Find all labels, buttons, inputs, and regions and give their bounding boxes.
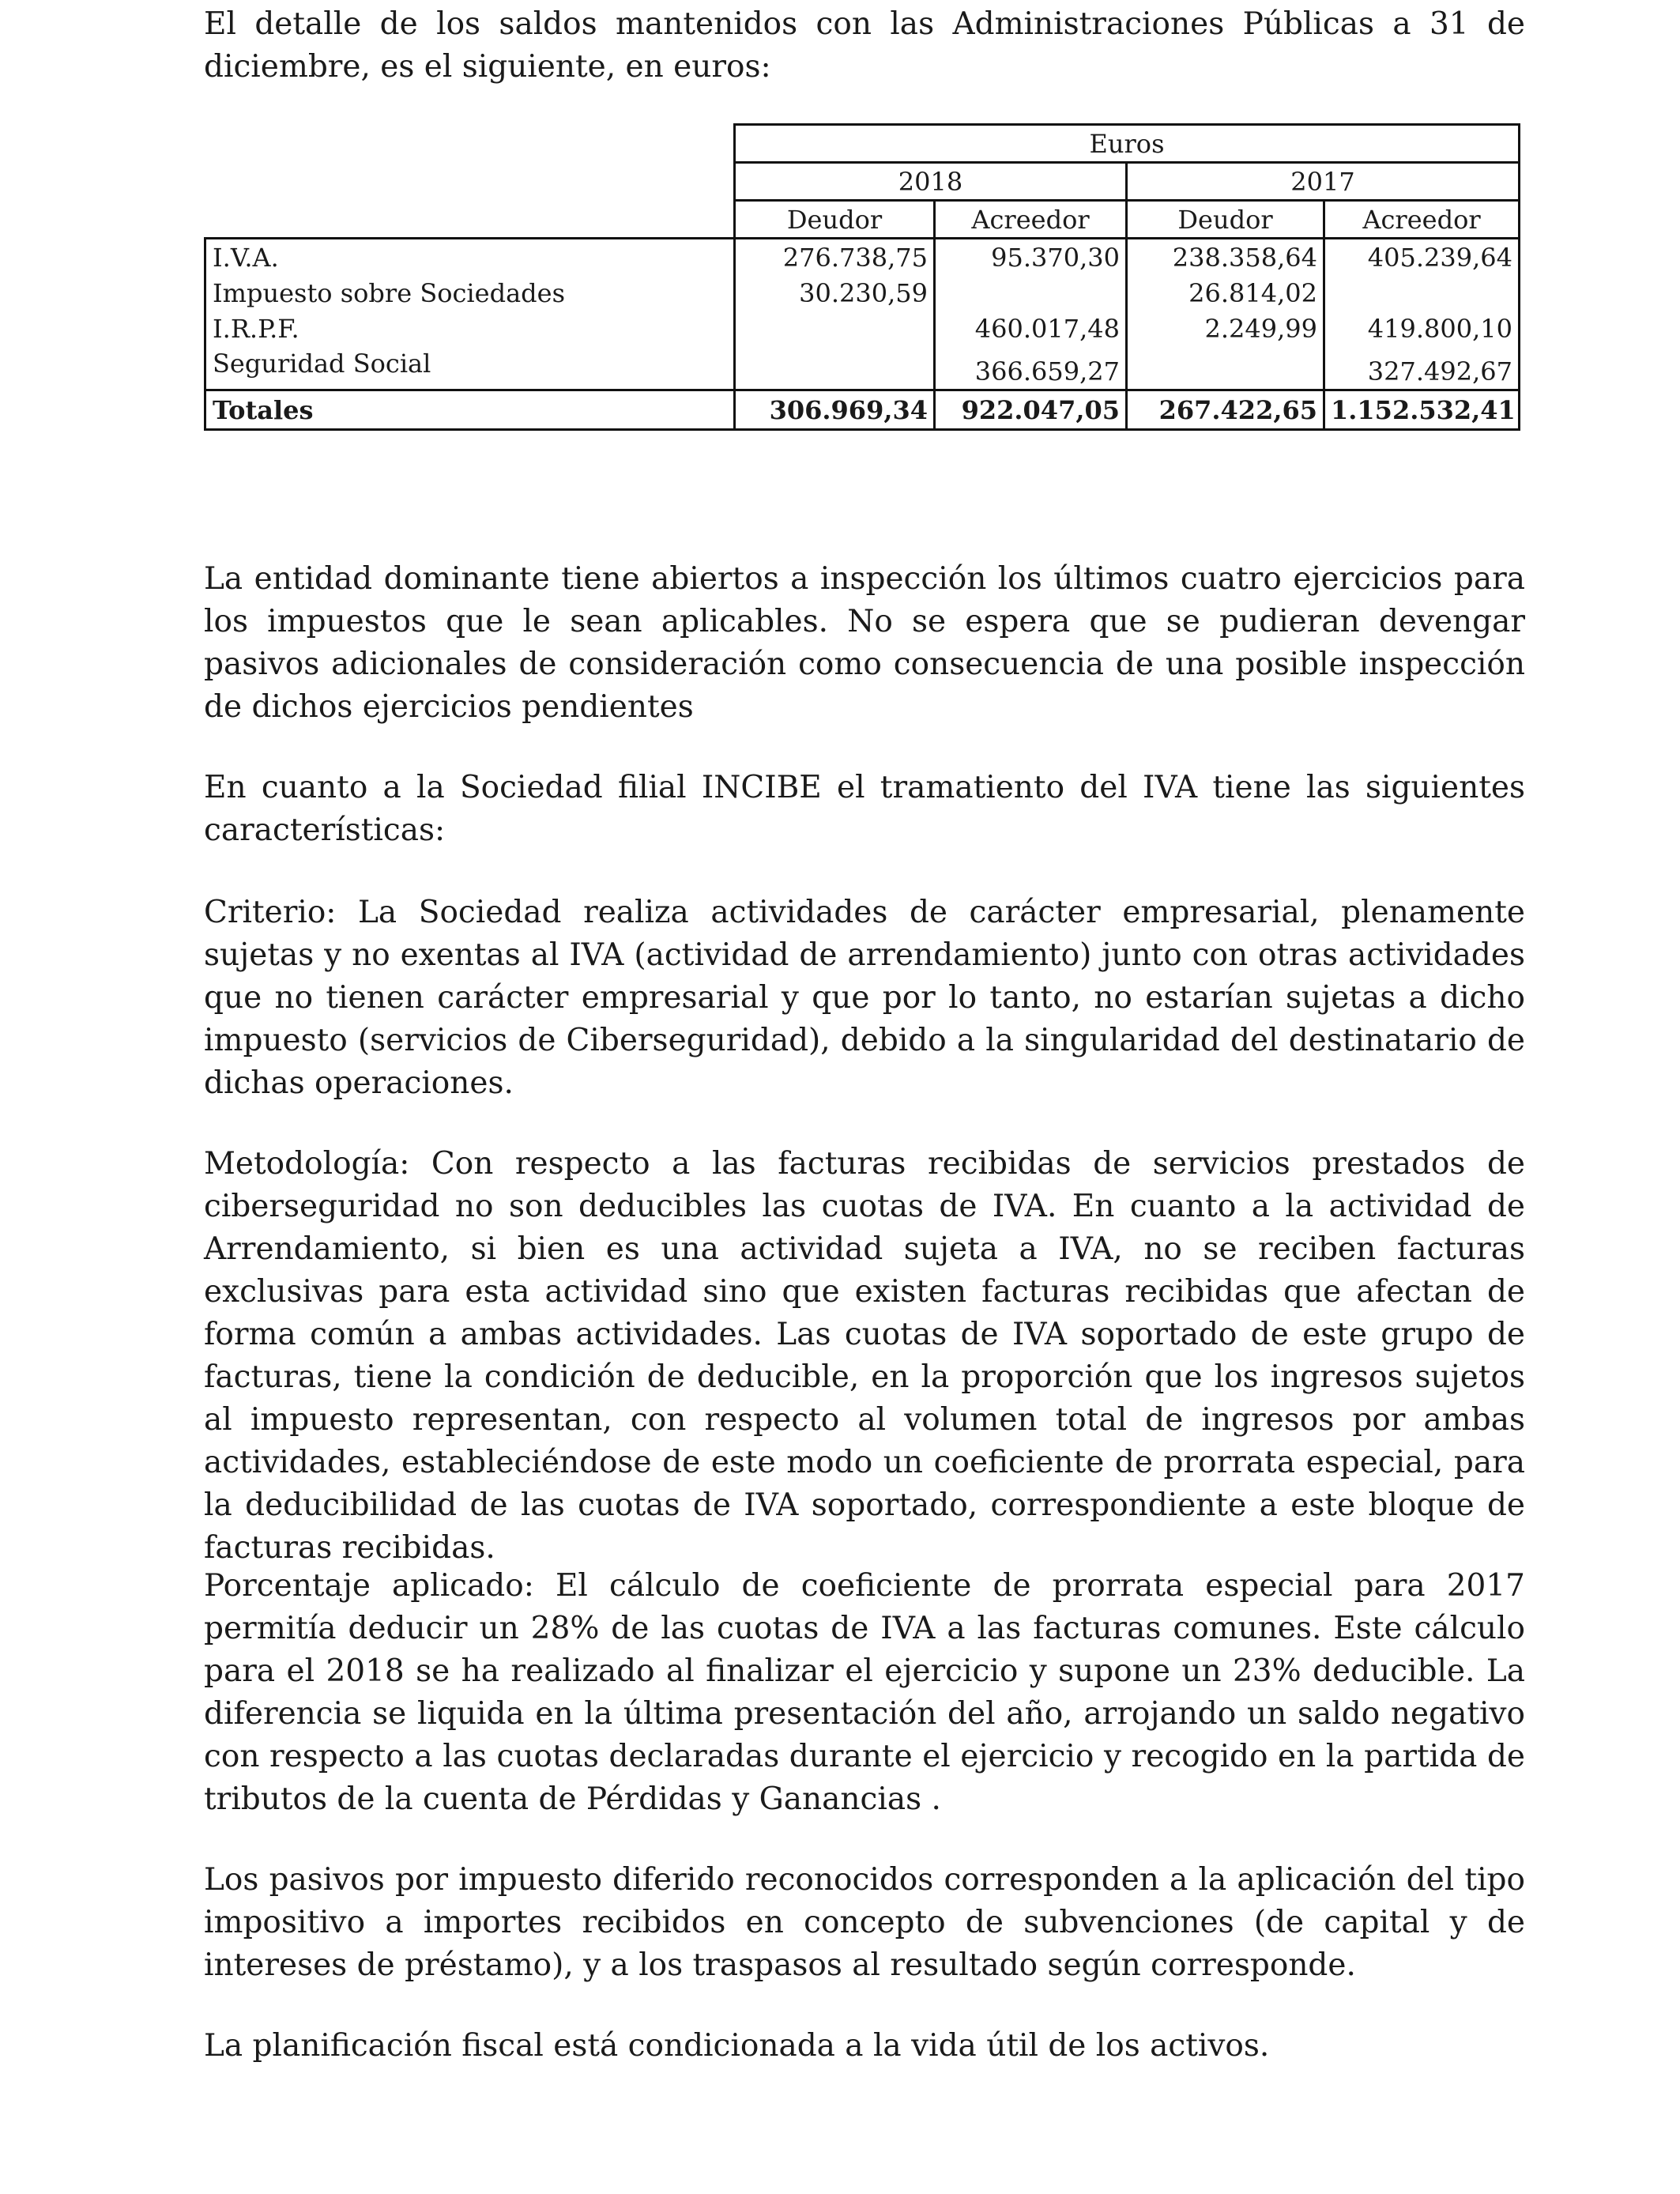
cell-value: 238.358,64 — [1127, 239, 1324, 276]
subheader-deudor-2017: Deudor — [1127, 201, 1324, 239]
row-label: I.V.A. — [205, 239, 735, 276]
paragraph-planificacion: La planificación fiscal está condicionada a la vida útil de los activos. — [204, 2028, 1270, 2064]
header-euros: Euros — [735, 125, 1520, 163]
table-row — [205, 275, 1520, 311]
balances-table — [204, 123, 1520, 431]
total-value: 922.047,05 — [935, 390, 1127, 430]
cell-value: 366.659,27 — [935, 346, 1127, 390]
subheader-deudor-2018: Deudor — [735, 201, 935, 239]
total-value: 267.422,65 — [1127, 390, 1324, 430]
total-value: 306.969,34 — [735, 390, 935, 430]
cell-value — [1127, 346, 1324, 390]
header-year-2017: 2017 — [1127, 163, 1520, 201]
cell-value: 460.017,48 — [935, 311, 1127, 346]
cell-value: 26.814,02 — [1127, 275, 1324, 311]
table-row — [205, 346, 1520, 390]
cell-value — [935, 275, 1127, 311]
table-row — [205, 239, 1520, 276]
totals-label: Totales — [205, 390, 735, 430]
cell-value: 419.800,10 — [1324, 311, 1520, 346]
paragraph-porcentaje: Porcentaje aplicado: El cálculo de coeficiente de prorrata especial para 2017 permitía deducir un 28% de las cuotas de IVA a las facturas comunes. Este cálculo para el 2018 se ha realizado al finalizar el ejercicio y supone un 23% deducible. La diferencia se liquida en la última presentación del año, arrojando un saldo negativo con respecto a las cuotas declaradas durante el ejercicio y recogido en la partida de tributos de la cuenta de Pérdidas y Ganancias . — [204, 1568, 1525, 1817]
row-label: I.R.P.F. — [205, 311, 735, 346]
paragraph-pasivos: Los pasivos por impuesto diferido reconocidos corresponden a la aplicación del tipo impositivo a importes recibidos en concepto de subvenciones (de capital y de intereses de préstamo), y a los traspasos al resultado según corresponde. — [204, 1862, 1525, 1983]
totals-row — [205, 390, 1520, 430]
cell-value: 30.230,59 — [735, 275, 935, 311]
table-row — [205, 311, 1520, 346]
cell-value — [1324, 275, 1520, 311]
subheader-acreedor-2018: Acreedor — [935, 201, 1127, 239]
paragraph-incibe: En cuanto a la Sociedad filial INCIBE el tramatiento del IVA tiene las siguientes características: — [204, 770, 1525, 848]
cell-value — [735, 346, 935, 390]
cell-value: 327.492,67 — [1324, 346, 1520, 390]
row-label: Impuesto sobre Sociedades — [205, 275, 735, 311]
cell-value: 405.239,64 — [1324, 239, 1520, 276]
header-year-2018: 2018 — [735, 163, 1127, 201]
cell-value: 95.370,30 — [935, 239, 1127, 276]
paragraph-criterio: Criterio: La Sociedad realiza actividades de carácter empresarial, plenamente sujetas y no exentas al IVA (actividad de arrendamiento) junto con otras actividades que no tienen carácter empresarial y que por lo tanto, no estarían sujetas a dicho impuesto (servicios de Ciberseguridad), debido a la singularidad del destinatario de dichas operaciones. — [204, 895, 1525, 1101]
header-row-years — [205, 163, 1520, 201]
header-row-sub — [205, 201, 1520, 239]
cell-value — [735, 311, 935, 346]
cell-value: 2.249,99 — [1127, 311, 1324, 346]
total-value: 1.152.532,41 — [1324, 390, 1520, 430]
cell-value: 276.738,75 — [735, 239, 935, 276]
subheader-acreedor-2017: Acreedor — [1324, 201, 1520, 239]
paragraph-inspection: La entidad dominante tiene abiertos a inspección los últimos cuatro ejercicios para los impuestos que le sean aplicables. No se espera que se pudieran devengar pasivos adicionales de consideración como consecuencia de una posible inspección de dichos ejercicios pendientes — [204, 561, 1525, 725]
header-row-euros — [205, 125, 1520, 163]
row-label: Seguridad Social — [205, 346, 735, 390]
paragraph-metodologia: Metodología: Con respecto a las facturas recibidas de servicios prestados de ciberseguridad no son deducibles las cuotas de IVA. En cuanto a la actividad de Arrendamiento, si bien es una actividad sujeta a IVA, no se reciben facturas exclusivas para esta actividad sino que existen facturas recibidas que afectan de forma común a ambas actividades. Las cuotas de IVA soportado de este grupo de facturas, tiene la condición de deducible, en la proporción que los ingresos sujetos al impuesto representan, con respecto al volumen total de ingresos por ambas actividades, estableciéndose de este modo un coeficiente de prorrata especial, para la deducibilidad de las cuotas de IVA soportado, correspondiente a este bloque de facturas recibidas. — [204, 1146, 1525, 1566]
intro-paragraph: El detalle de los saldos mantenidos con las Administraciones Públicas a 31 de diciembre, es el siguiente, en euros: — [204, 6, 1525, 85]
